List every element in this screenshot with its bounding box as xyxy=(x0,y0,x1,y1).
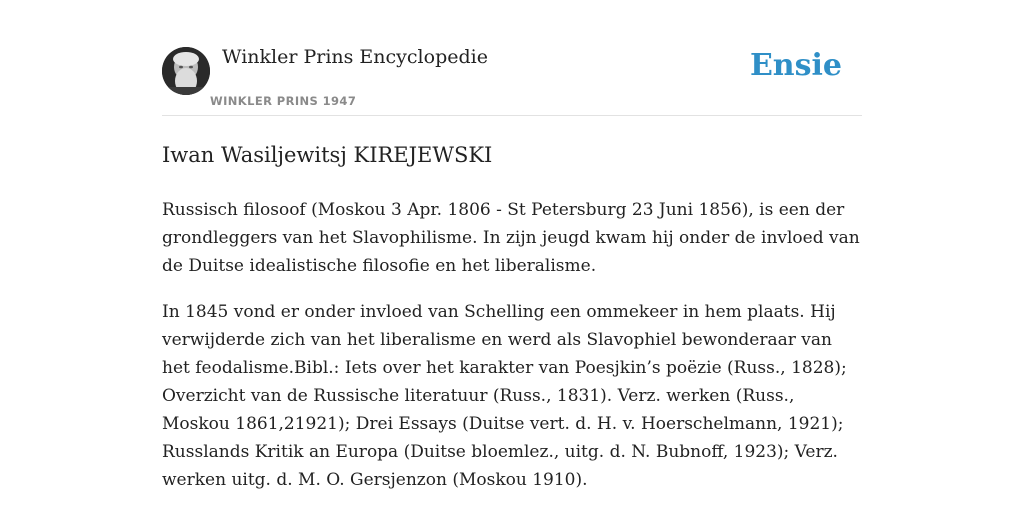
article xyxy=(162,138,864,512)
author-avatar[interactable] xyxy=(162,47,210,95)
article-title: Iwan Wasiljewitsj KIREJEWSKI xyxy=(162,143,493,167)
site-title[interactable]: Winkler Prins Encyclopedie xyxy=(222,46,488,68)
brand-logo-link[interactable]: Ensie xyxy=(749,48,842,83)
article-paragraph: Russisch filosoof (Moskou 3 Apr. 1806 - St Petersburg 23 Juni 1856), is een der grondleggers van het Slavophilisme. In zijn jeugd kwam hij onder de invloed van de Duitse idealistische filosofie en het liberalisme. xyxy=(162,200,860,276)
header xyxy=(162,44,862,116)
portrait-image xyxy=(162,47,210,95)
site-subtitle: WINKLER PRINS 1947 xyxy=(210,94,357,108)
article-paragraph: In 1845 vond er onder invloed van Schelling een ommekeer in hem plaats. Hij verwijderde zich van het liberalisme en werd als Slavophiel bewonderaar van het feodalisme.Bibl.: Iets over het karakter van Poesjkin’s poëzie (Russ., 1828); Overzicht van de Russische literatuur (Russ., 1831). Verz. werken (Russ., Moskou 1861,21921); Drei Essays (Duitse vert. d. H. v. Hoerschelmann, 1921); Russlands Kritik an Europa (Duitse bloemlez., uitg. d. N. Bubnoff, 1923); Verz. werken uitg. d. M. O. Gersjenzon (Moskou 1910). xyxy=(162,302,847,490)
